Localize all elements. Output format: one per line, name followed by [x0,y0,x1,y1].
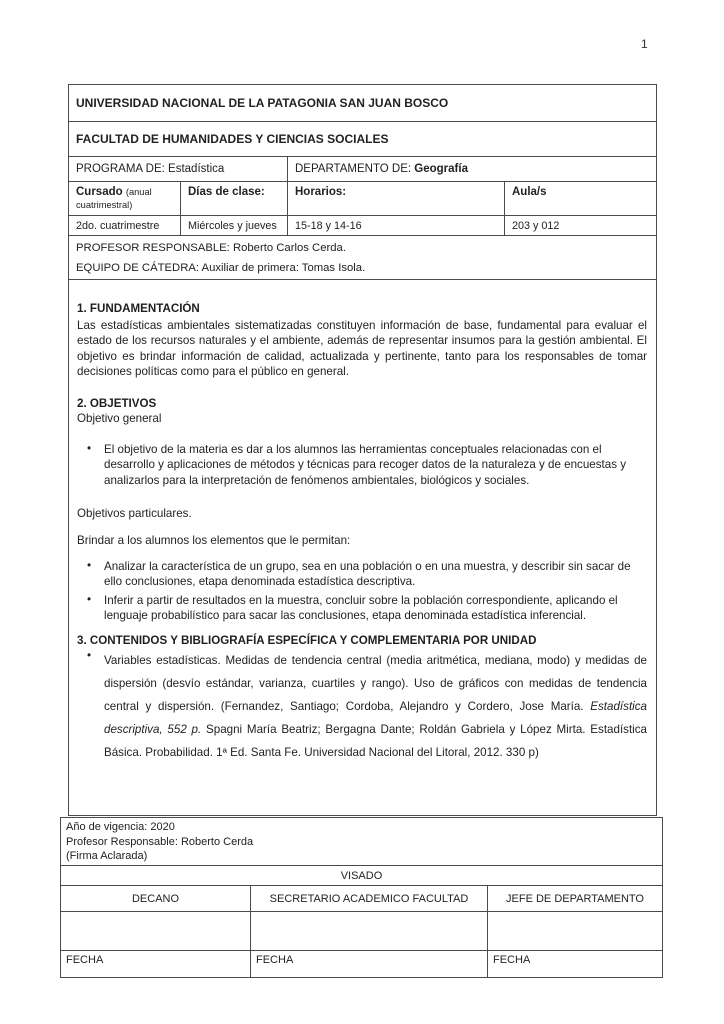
jefe-header: JEFE DE DEPARTAMENTO [488,886,663,912]
contenidos-text-pre: Variables estadísticas. Medidas de tendencia central (media aritmética, mediana, modo) y medidas de dispersión (desvío estándar, varianza, cuartiles y rango). Uso de gráficos con medidas de tendencia central y dispersión. (Fernandez, Santiago; Cordoba, Alejandro y Cordero, Jose María. [104,653,647,713]
secretario-signature-space [251,912,488,951]
department-label: DEPARTAMENTO DE: [295,163,415,175]
department-value: Geografía [414,163,468,175]
fecha-cell: FECHA [488,951,663,978]
objetivo-general-text: El objetivo de la materia es dar a los alumnos las herramientas conceptuales relacionadas con el desarrollo y aplicaciones de métodos y técnicas para recoger datos de la naturaleza y de encuestas y analizarlos para la interpretación de fenómenos ambientales, biológicos y sociales. [104,443,627,487]
cursado-label: Cursado [76,186,126,198]
responsable-line: Profesor Responsable: Roberto Cerda [66,835,254,848]
staff-cell [69,236,657,280]
objetivo-general-label: Objetivo general [77,411,162,425]
secretario-header: SECRETARIO ACADEMICO FACULTAD [251,886,488,912]
visado-table [60,817,663,978]
objetivo-analizar-text: Analizar la característica de un grupo, sea en una población o en una muestra, y describir sin sacar de ello conclusiones, etapa denominada estadística descriptiva. [104,560,631,589]
objetivos-particulares-list [77,559,647,624]
dias-value: Miércoles y jueves [181,216,288,236]
program-value: Estadística [168,163,225,175]
contenidos-text-post: Spagni María Beatriz; Bergagna Dante; Roldán Gabriela y López Mirta. Estadística Básica. Probabilidad. 1ª Ed. Santa Fe. Universidad Nacional del Litoral, 2012. 330 p) [104,722,647,759]
fecha-cell: FECHA [61,951,251,978]
visado-title: VISADO [61,866,663,886]
program-cell [69,157,288,182]
bullet-glyph: • [87,559,92,573]
bullet-glyph: • [87,442,92,456]
firma-aclarada-line: (Firma Aclarada) [66,850,148,863]
aula-header-cell: Aula/s [505,182,657,216]
jefe-signature-space [488,912,663,951]
section-1-title: 1. FUNDAMENTACIÓN [77,302,200,315]
program-header-table [68,84,657,816]
dias-header-cell: Días de clase: [181,182,288,216]
cursado-header-cell [69,182,181,216]
section-3-title: 3. CONTENIDOS Y BIBLIOGRAFÍA ESPECÍFICA Y COMPLEMENTARIA POR UNIDAD [77,633,537,647]
profesor-responsable-line: PROFESOR RESPONSABLE: Roberto Carlos Cerda. [76,241,346,254]
cursado-value: 2do. cuatrimestre [69,216,181,236]
university-name: UNIVERSIDAD NACIONAL DE LA PATAGONIA SAN JUAN BOSCO [69,85,657,122]
program-body [77,301,647,764]
horarios-header-cell: Horarios: [288,182,505,216]
section-2-title: 2. OBJETIVOS [77,396,157,410]
page-number: 1 [641,37,648,51]
decano-signature-space [61,912,251,951]
bullet-glyph: • [87,592,92,606]
department-cell [288,157,657,182]
objetivos-particulares-label: Objetivos particulares. [77,507,192,521]
faculty-name: FACULTAD DE HUMANIDADES Y CIENCIAS SOCIALES [69,122,657,157]
objetivo-inferir-text: Inferir a partir de resultados en la muestra, concluir sobre la población correspondiente, aplicando el lenguaje probabilístico para sacar las conclusiones, etapa denominada estadística inferencial. [104,593,618,623]
list-item [77,559,647,590]
horarios-value: 15-18 y 14-16 [288,216,505,236]
equipo-catedra-line: EQUIPO DE CÁTEDRA: Auxiliar de primera: Tomas Isola. [76,261,366,274]
bullet-glyph: • [87,648,92,662]
aula-value: 203 y 012 [505,216,657,236]
list-item [77,442,647,488]
vigencia-line: Año de vigencia: 2020 [66,821,175,833]
contenidos-list [77,649,647,764]
decano-header: DECANO [61,886,251,912]
objetivo-general-list [77,442,647,488]
contenidos-text [104,649,647,764]
vigencia-cell [61,818,663,866]
program-body-cell [69,280,657,816]
list-item [77,649,647,764]
brindar-line: Brindar a los alumnos los elementos que le permitan: [77,533,351,547]
list-item [77,593,647,624]
section-1-paragraph: Las estadísticas ambientales sistematizadas constituyen información de base, fundamental para evaluar el estado de los recursos naturales y el ambiente, además de representar insumos para la gestión ambiental. El objetivo es brindar información de calidad, actualizada y pertinente, tanto para los responsables de tomar decisiones políticas como para el público en general. [77,319,647,379]
program-label: PROGRAMA DE: [76,163,169,175]
contenidos-text-cite: Estadística descriptiva, 552 p. [104,699,647,736]
cursado-note: (anual cuatrimestral) [76,187,152,210]
fecha-cell: FECHA [251,951,488,978]
